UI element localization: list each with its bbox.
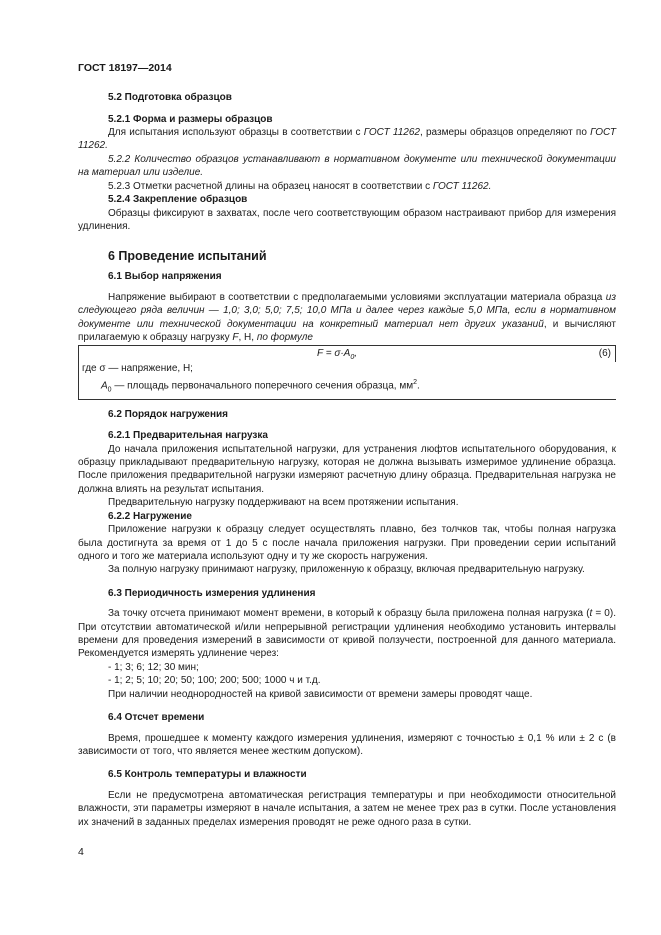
formula-where-sigma: где σ — напряжение, Н; [78, 362, 616, 375]
section-6-5-text: Если не предусмотрена автоматическая регистрация температуры и при необходимости относительной влажности, эти параметры измеряют в начале испытания, а затем не менее трех раз в сутки. После установления их значений в заданных пределах измерения проводят не реже одного раза в сутки. [78, 789, 616, 828]
section-6-2-2-text-2: За полную нагрузку принимают нагрузку, приложенную к образцу, включая предварительную нагрузку. [108, 564, 585, 576]
section-5-2-2-text: 5.2.2 Количество образцов устанавливают в нормативном документе или технической документации на материал или изделие. [78, 153, 616, 179]
document-body [78, 91, 616, 829]
section-6-3-text: За точку отсчета принимают момент времени, в который к образцу была приложена полная нагрузка (t = 0). При отсутствии автоматической и/или непрерывной регистрации удлинения необходимо установить интервалы времени для проведения измерений в зависимости от кривой ползучести, построенной для данного материала. Рекомендуется измерять удлинение через: [78, 608, 616, 660]
section-6-3-title: 6.3 Периодичность измерения удлинения [108, 587, 316, 599]
formula-where-area: $A_0$ — площадь первоначального поперечного сечения образца, $мм^2$. [78, 376, 616, 400]
section-6-2-2-title: 6.2.2 Нагружение [108, 510, 192, 522]
section-6-2-2-text-1: Приложение нагрузки к образцу следует осуществлять плавно, без толчков так, чтобы полная нагрузка была достигнута за время от 1 до 5 с после начала приложения нагрузки. При проведении серии испытаний одного и того же материала используют одну и ту же скорость нагружения. [78, 524, 616, 562]
section-5-2-title: 5.2 Подготовка образцов [108, 92, 232, 103]
section-6-1-text: Напряжение выбирают в соответствии с предполагаемыми условиями эксплуатации материала образца из следующего ряда величин — 1,0; 3,0; 5,0; 7,5; 10,0 МПа и далее через каждые 5,0 МПа, если в нормативном документе или технической документации на конкретный материал нет других указаний, и вычисляют прилагаемую к образцу нагрузку F, Н, по формуле [78, 291, 617, 344]
interval-list [78, 661, 616, 688]
section-5-2-1-text: Для испытания используют образцы в соответствии с ГОСТ 11262, размеры образцов определяют по ГОСТ 11262. [78, 127, 617, 152]
formula-number: (6) [598, 348, 611, 360]
section-6-3-text-2: При наличии неоднородностей на кривой зависимости от времени замеры проводят чаще. [108, 688, 533, 700]
section-6-2-1-text-1: До начала приложения испытательной нагрузки, для устранения люфтов испытательного оборудования, к образцу прикладывают предварительную нагрузку, которая не должна вызывать измеримое удлинение образца. После приложения предварительной нагрузки измеряют расчетную длину образца. Предварительная нагрузка не должна влиять на результат испытания. [78, 443, 616, 495]
list-item: - 1; 3; 6; 12; 30 мин; [108, 661, 199, 673]
formula-6 [78, 345, 616, 362]
section-6-5-title: 6.5 Контроль температуры и влажности [108, 769, 307, 781]
page-number: 4 [78, 846, 84, 858]
section-5-2-3-text: 5.2.3 Отметки расчетной длины на образец наносят в соответствии с ГОСТ 11262. [108, 180, 492, 192]
formula-expression: $F = \sigma\cdot A_0$, [317, 348, 358, 362]
section-6-4-text: Время, прошедшее к моменту каждого измерения удлинения, измеряют с точностью ± 0,1 % или ± 2 с (в зависимости от того, что является менее жестким допуском). [78, 732, 616, 758]
section-6-2-1-text-2: Предварительную нагрузку поддерживают на всем протяжении испытания. [108, 497, 459, 509]
section-6-4-title: 6.4 Отсчет времени [108, 712, 205, 724]
section-5-2-1-title: 5.2.1 Форма и размеры образцов [108, 113, 273, 125]
section-5-2-4-title: 5.2.4 Закрепление образцов [108, 194, 248, 206]
section-6-1-title: 6.1 Выбор напряжения [108, 271, 222, 283]
section-6-2-title: 6.2 Порядок нагружения [108, 408, 228, 420]
list-item: - 1; 2; 5; 10; 20; 50; 100; 200; 500; 1000 ч и т.д. [108, 675, 321, 687]
section-6-2-1-title: 6.2.1 Предварительная нагрузка [108, 430, 268, 442]
document-header: ГОСТ 18197—2014 [78, 62, 172, 74]
section-6-title: 6 Проведение испытаний [108, 249, 267, 264]
section-5-2-4-text: Образцы фиксируют в захватах, после чего соответствующим образом настраивают прибор для измерения удлинения. [78, 207, 616, 232]
